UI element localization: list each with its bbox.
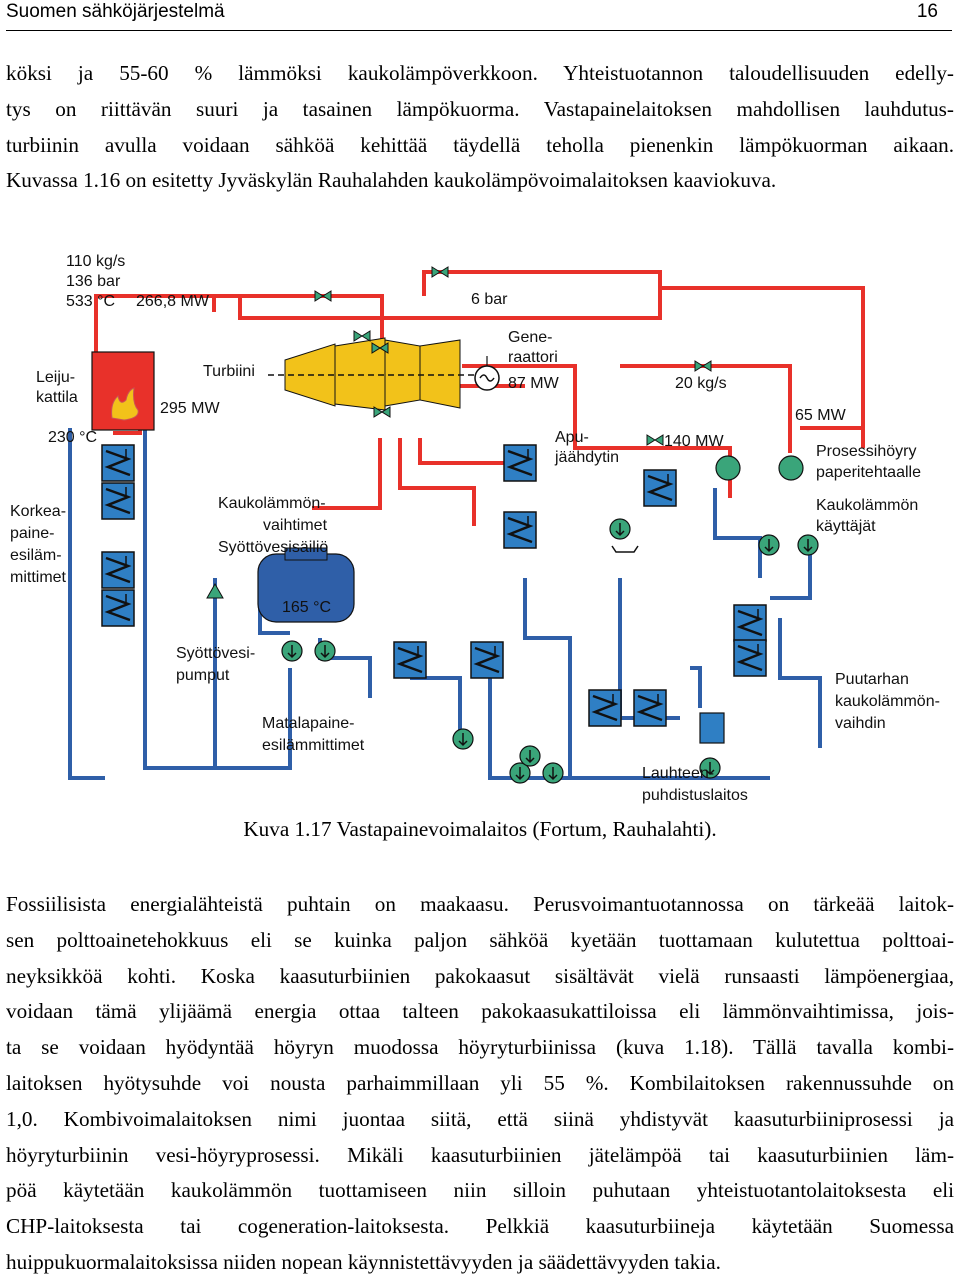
intro-line: tys on riittävän suuri ja tasainen lämpökuorma. Vastapainelaitoksen mahdollisen lauhdutus- <box>6 96 954 121</box>
label-generator-line: raattori <box>508 349 558 366</box>
label-hp-heaters-line: esiläm- <box>10 547 62 564</box>
label-generator <box>508 329 558 366</box>
label-power-in: 266,8 MW <box>136 293 209 310</box>
label-process-steam <box>816 443 921 481</box>
label-feed-pumps <box>176 645 260 684</box>
label-condensate-line: Lauhteen- <box>642 765 715 782</box>
body-line: neyksikköä kohti. Koska kaasuturbiinien pakokaasut sisältävät vielä runsaasti lämpöenergiaa, <box>6 963 954 988</box>
label-feedwater-tank: Syöttövesisäiliö <box>218 539 329 556</box>
label-boiler-spec-3: 533 °C <box>66 293 116 310</box>
body-line: laitoksen hyötysuhde voi nousta parhaimmillaan yli 55 %. Kombilaitoksen rakennussuhde on <box>6 1070 954 1095</box>
label-steam-flow: 20 kg/s <box>675 375 727 392</box>
label-boiler-spec-1: 110 kg/s <box>66 253 126 270</box>
intro-line: turbiinin avulla voidaan sähköä kehittää täydellä teholla pienenkin lämpökuorman aikaan. <box>6 132 954 157</box>
body-line: Fossiilisista energialähteistä puhtain on maakaasu. Perusvoimantuotannossa on tärkeää laitok- <box>6 892 954 916</box>
label-generator-power: 87 MW <box>508 375 559 392</box>
label-process-steam-line: paperitehtaalle <box>816 464 921 481</box>
vent-arrow <box>207 584 223 598</box>
body-paragraph <box>6 887 954 1281</box>
label-boiler <box>36 369 80 406</box>
body-line: ta se voidaan hyödyntää höyryn muodossa höyryturbiinissa (kuva 1.18). Tällä tavalla kombi- <box>6 1035 954 1060</box>
label-hp-heaters-line: paine- <box>10 525 55 542</box>
body-line: pöä käytetään kaukolämmön tuottamiseen niin silloin puhutaan yhteistuotantolaitoksesta eli <box>6 1178 954 1203</box>
label-boiler-spec-2: 136 bar <box>66 273 121 290</box>
label-dh-exchangers-line: vaihtimet <box>263 517 328 534</box>
generator <box>475 356 499 390</box>
label-process-power: 65 MW <box>795 407 846 424</box>
label-boiler-temp: 230 °C <box>48 429 98 446</box>
label-feed-pumps-line: Syöttövesi- <box>176 645 256 662</box>
label-lp-heaters-line: esilämmittimet <box>262 737 365 754</box>
label-process-steam-line: Prosessihöyry <box>816 443 917 460</box>
steam-lines <box>96 272 865 526</box>
label-garden-exchanger <box>835 671 944 732</box>
sump <box>612 546 638 552</box>
label-lp-heaters-line: Matalapaine- <box>262 715 355 732</box>
label-aux-power: 140 MW <box>664 433 724 450</box>
label-tank-temp: 165 °C <box>282 599 332 616</box>
label-hp-heaters-line: Korkea- <box>10 503 67 520</box>
body-line: höyryturbiinin vesi-höyryprosessi. Mikäli kaasuturbiinien jätelämpöä tai kaasuturbiinien läm- <box>6 1142 954 1167</box>
intro-line: köksi ja 55-60 % lämmöksi kaukolämpöverkkoon. Yhteistuotannon taloudellisuuden edelly- <box>6 61 954 85</box>
page-number: 16 <box>916 1 938 22</box>
label-lp-heaters <box>262 715 365 754</box>
body-line: huippukuormalaitoksissa niiden nopean käynnistettävyyden ja säädettävyyden takia. <box>6 1249 721 1274</box>
body-line: sen polttoainetehokkuus eli se kuinka paljon sähköä kyetään tuottamaan kulutettua polttoai- <box>6 927 954 952</box>
label-boiler-line: Leiju- <box>36 369 76 386</box>
label-generator-line: Gene- <box>508 329 553 346</box>
label-pressure: 6 bar <box>471 291 508 308</box>
label-garden-line: Puutarhan <box>835 671 909 688</box>
boiler <box>92 352 154 430</box>
power-plant-diagram <box>0 248 960 808</box>
label-aux-cooler-line: Apu- <box>555 429 589 446</box>
label-boiler-power: 295 MW <box>160 400 220 417</box>
page-header <box>6 0 952 31</box>
label-hp-heaters-line: mittimet <box>10 569 66 586</box>
label-garden-line: vaihdin <box>835 715 886 732</box>
label-condensate-plant <box>642 765 748 804</box>
label-dh-users <box>816 497 923 535</box>
header-title: Suomen sähköjärjestelmä <box>6 1 225 22</box>
label-aux-cooler-line: jäähdytin <box>555 449 620 466</box>
label-dh-exchangers <box>218 495 330 534</box>
label-dh-users-line: Kaukolämmön <box>816 497 919 514</box>
label-dh-users-line: käyttäjät <box>816 518 876 535</box>
label-boiler-line: kattila <box>36 389 78 406</box>
label-turbine: Turbiini <box>203 363 255 380</box>
body-line: CHP-laitoksesta tai cogeneration-laitoksesta. Pelkkiä kaasuturbiineja käytetään Suomessa <box>6 1214 954 1239</box>
body-line: 1,0. Kombivoimalaitoksen nimi juontaa siitä, että siinä yhdistyvät kaasuturbiiniprosessi ja <box>6 1106 954 1131</box>
label-feed-pumps-line: pumput <box>176 667 230 684</box>
intro-line: Kuvassa 1.16 on esitetty Jyväskylän Rauhalahden kaukolämpövoimalaitoksen kaaviokuva. <box>6 168 777 193</box>
label-garden-line: kaukolämmön- <box>835 693 940 710</box>
label-dh-exchangers-line: Kaukolämmön- <box>218 495 326 512</box>
body-line: voidaan tämä ylijäämä energia ottaa talteen pakokaasukattiloissa eli lämmönvaihtimissa, jois- <box>6 999 954 1024</box>
label-condensate-line: puhdistuslaitos <box>642 787 748 804</box>
intro-paragraph <box>6 56 954 199</box>
label-hp-heaters <box>10 503 70 586</box>
figure-caption: Kuva 1.17 Vastapainevoimalaitos (Fortum, Rauhalahti). <box>243 817 717 841</box>
